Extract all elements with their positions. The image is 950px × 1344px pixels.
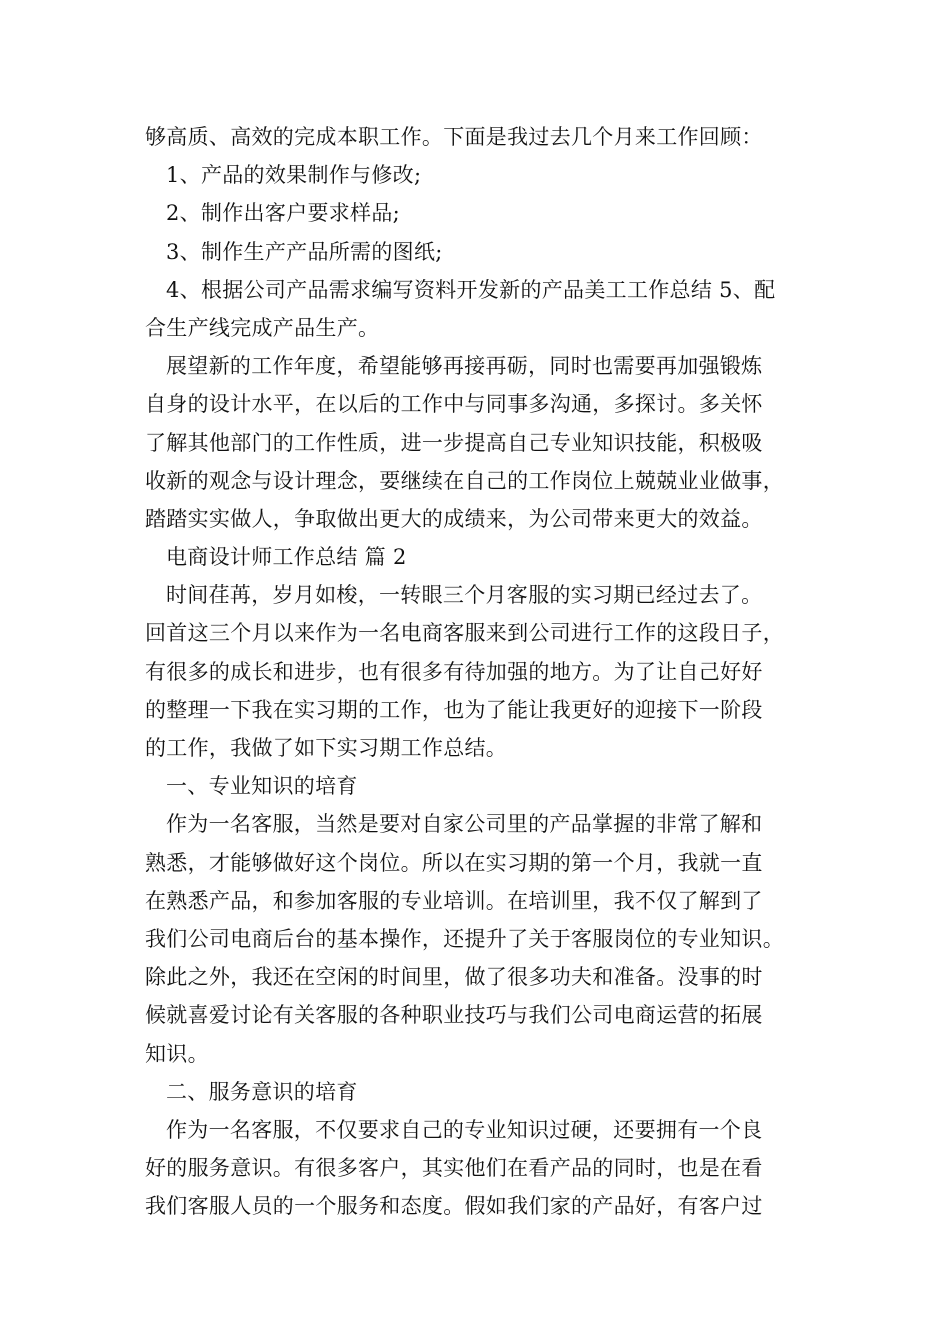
text-line: 候就喜爱讨论有关客服的各种职业技巧与我们公司电商运营的拓展: [145, 1003, 763, 1028]
text-line: 踏踏实实做人，争取做出更大的成绩来，为公司带来更大的效益。: [145, 506, 763, 531]
text-line: 有很多的成长和进步，也有很多有待加强的地方。为了让自己好好: [145, 659, 763, 684]
text-line: 我们公司电商后台的基本操作，还提升了关于客服岗位的专业知识。: [145, 926, 784, 951]
list-item: 1、产品的效果制作与修改;: [166, 163, 422, 188]
subsection-heading: 二、服务意识的培育: [166, 1079, 358, 1104]
text-line: 除此之外，我还在空闲的时间里，做了很多功夫和准备。没事的时: [145, 965, 763, 990]
paragraph-start: 展望新的工作年度，希望能够再接再砺，同时也需要再加强锻炼: [166, 354, 763, 379]
text-line: 自身的设计水平，在以后的工作中与同事多沟通，多探讨。多关怀: [145, 392, 763, 417]
document-body: [145, 118, 810, 1225]
list-item: 4、根据公司产品需求编写资料开发新的产品美工工作总结 5、配: [166, 277, 776, 302]
text-line: 的整理一下我在实习期的工作，也为了能让我更好的迎接下一阶段: [145, 697, 763, 722]
text-line: 熟悉，才能够做好这个岗位。所以在实习期的第一个月，我就一直: [145, 850, 763, 875]
list-item: 3、制作生产产品所需的图纸;: [166, 239, 443, 264]
list-item: 2、制作出客户要求样品;: [166, 201, 401, 226]
text-line: 回首这三个月以来作为一名电商客服来到公司进行工作的这段日子，: [145, 621, 784, 646]
text-line: 知识。: [145, 1041, 209, 1066]
text-line: 够高质、高效的完成本职工作。下面是我过去几个月来工作回顾：: [145, 125, 763, 149]
text-line: 的工作，我做了如下实习期工作总结。: [145, 736, 508, 760]
paragraph-start: 作为一名客服，不仅要求自己的专业知识过硬，还要拥有一个良: [166, 1117, 763, 1142]
section-title: 电商设计师工作总结 篇 2: [166, 545, 407, 570]
text-line: 我们客服人员的一个服务和态度。假如我们家的产品好，有客户过: [145, 1194, 763, 1219]
paragraph-start: 作为一名客服，当然是要对自家公司里的产品掌握的非常了解和: [166, 812, 763, 837]
text-line: 好的服务意识。有很多客户，其实他们在看产品的同时，也是在看: [145, 1156, 763, 1181]
subsection-heading: 一、专业知识的培育: [166, 774, 358, 799]
text-line: 合生产线完成产品生产。: [145, 315, 380, 340]
text-line: 收新的观念与设计理念，要继续在自己的工作岗位上兢兢业业做事，: [145, 468, 784, 493]
text-line: 了解其他部门的工作性质，进一步提高自己专业知识技能，积极吸: [145, 430, 763, 455]
text-line: 在熟悉产品，和参加客服的专业培训。在培训里，我不仅了解到了: [145, 888, 763, 913]
paragraph-start: 时间荏苒，岁月如梭，一转眼三个月客服的实习期已经过去了。: [166, 583, 763, 608]
